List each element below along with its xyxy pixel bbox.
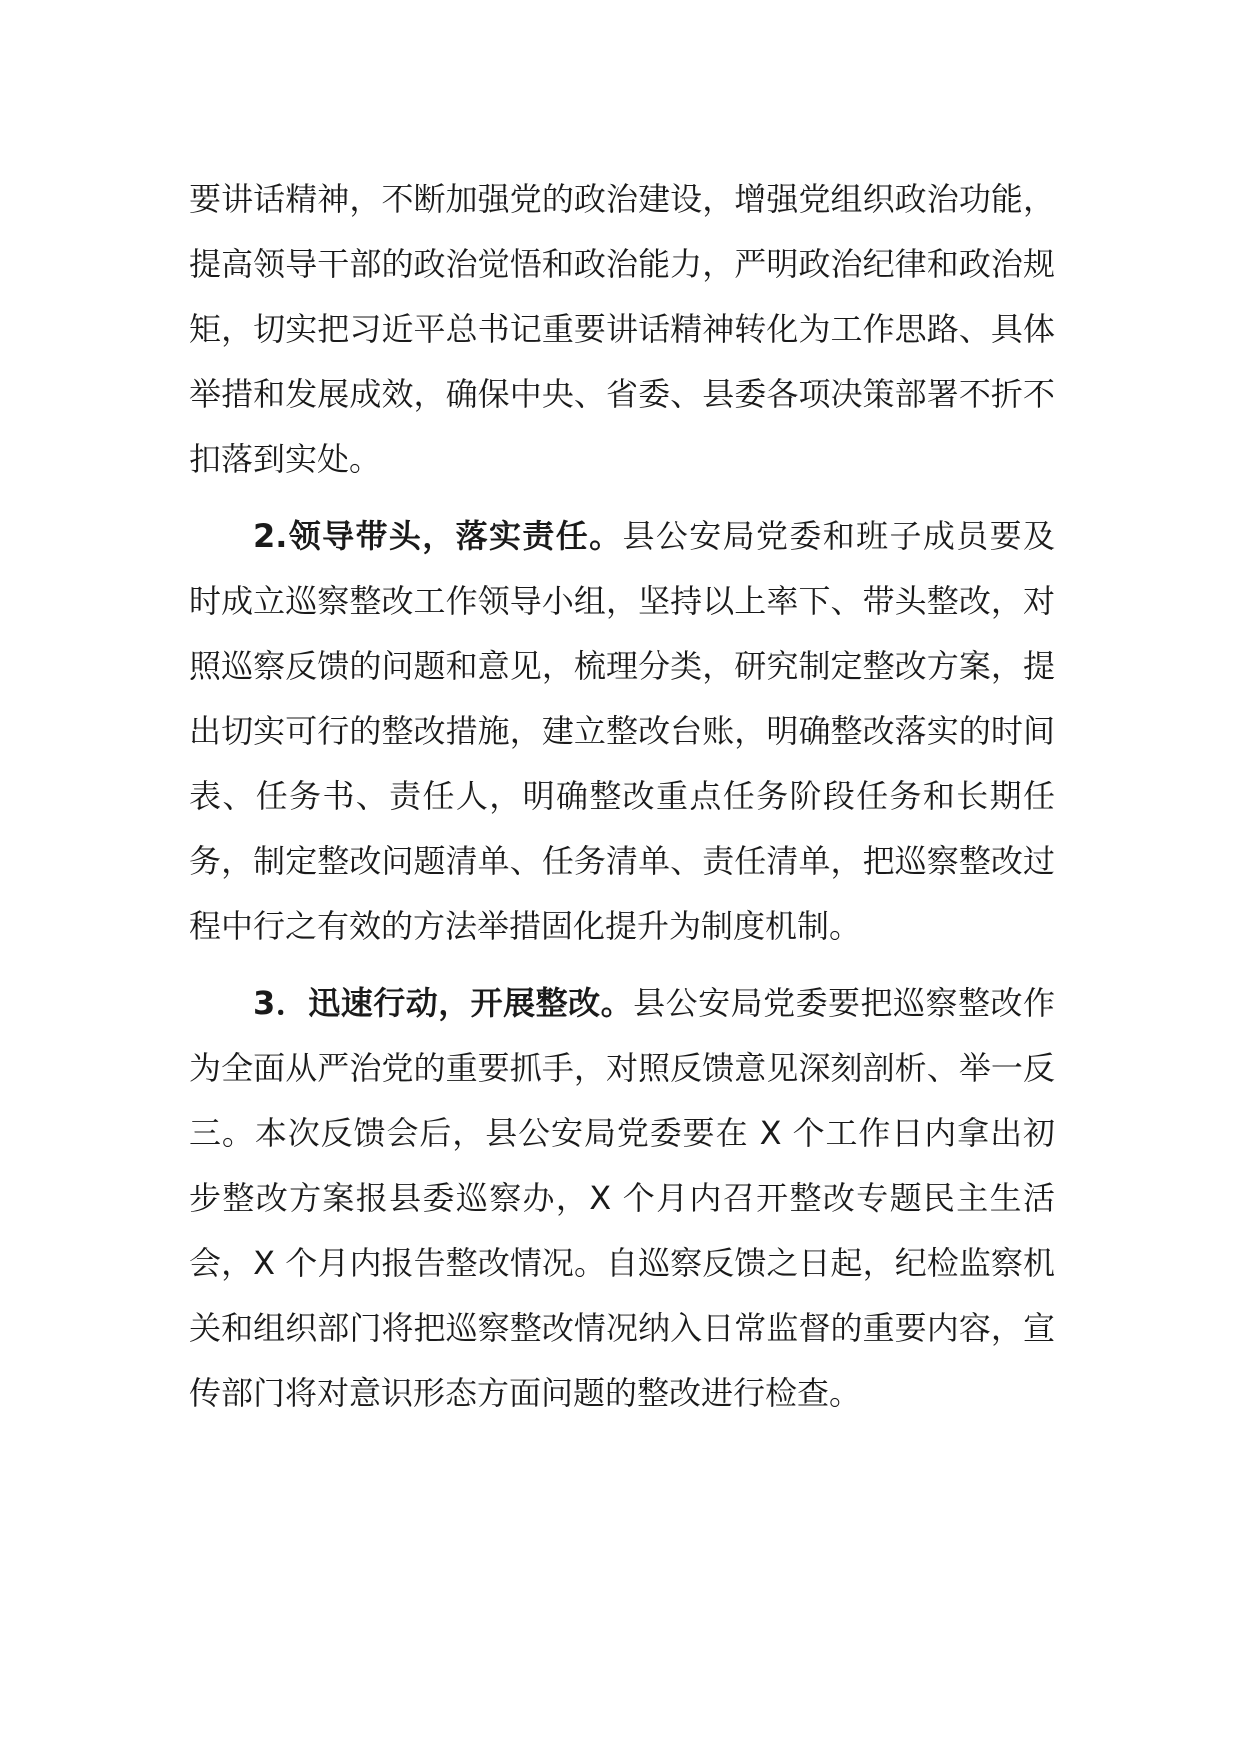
paragraph-heading: 3．迅速行动，开展整改。	[253, 984, 634, 1022]
paragraph-continuation	[189, 167, 1055, 492]
paragraph-body: 要讲话精神，不断加强党的政治建设，增强党组织政治功能，提高领导干部的政治觉悟和政治能力，严明政治纪律和政治规矩，切实把习近平总书记重要讲话精神转化为工作思路、具体举措和发展成效，确保中央、省委、县委各项决策部署不折不扣落到实处。	[189, 180, 1055, 478]
paragraph-leadership	[189, 504, 1055, 959]
paragraph-heading: 2.领导带头，落实责任。	[253, 517, 623, 555]
paragraph-body: 县公安局党委和班子成员要及时成立巡察整改工作领导小组，坚持以上率下、带头整改，对照巡察反馈的问题和意见，梳理分类，研究制定整改方案，提出切实可行的整改措施，建立整改台账，明确整改落实的时间表、任务书、责任人，明确整改重点任务阶段任务和长期任务，制定整改问题清单、任务清单、责任清单，把巡察整改过程中行之有效的方法举措固化提升为制度机制。	[189, 517, 1055, 945]
paragraph-body: 县公安局党委要把巡察整改作为全面从严治党的重要抓手，对照反馈意见深刻剖析、举一反三。本次反馈会后，县公安局党委要在 X 个工作日内拿出初步整改方案报县委巡察办，X 个月内召开整改专题民主生活会，X 个月内报告整改情况。自巡察反馈之日起，纪检监察机关和组织部门将把巡察整改情况纳入日常监督的重要内容，宣传部门将对意识形态方面问题的整改进行检查。	[189, 984, 1055, 1412]
document-body	[189, 167, 1055, 1426]
paragraph-action	[189, 971, 1055, 1426]
